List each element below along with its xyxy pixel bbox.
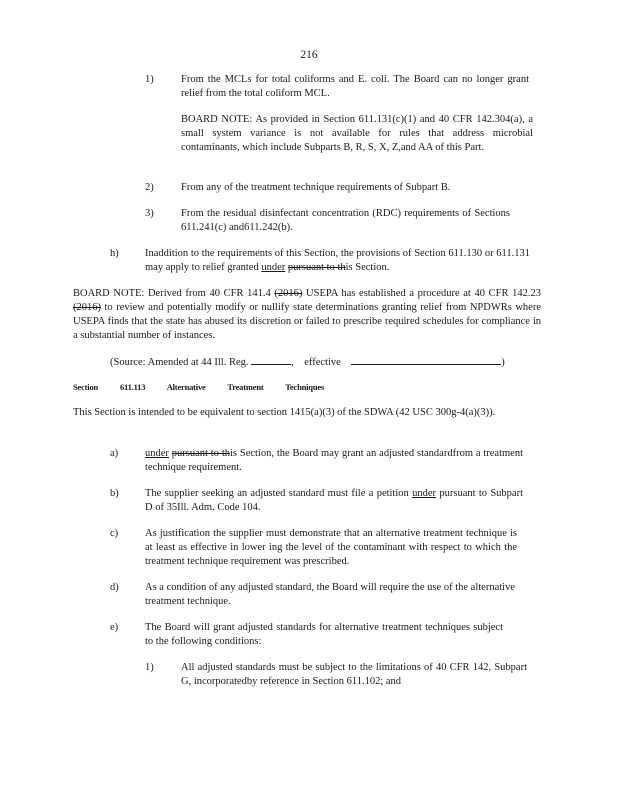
item-label: c) — [110, 528, 119, 539]
item-label: 2) — [145, 182, 154, 193]
item-b-text — [145, 487, 523, 515]
source-line — [110, 354, 530, 370]
text-run: USEPA has established a procedure at 40 CFR 142.23 — [302, 288, 541, 299]
section-intro: This Section is intended to be equivalent to section 1415(a)(3) of the SDWA (42 USC 300g-4(a)(3)). — [73, 407, 496, 418]
reg-blank — [251, 354, 291, 365]
inserted-text: under — [145, 448, 169, 459]
item-3-text: From the residual disinfectant concentration (RDC) requirements of Sections 611.241(c) and611.242(b). — [181, 208, 510, 233]
item-label: 1) — [145, 662, 154, 673]
item-label: 3) — [145, 208, 154, 219]
date-blank — [351, 354, 501, 365]
item-h-text — [145, 247, 530, 275]
text-run: to review and potentially modify or nullify state determinations granting relief from NPDWRs where USEPA finds that the state has abused its discretion or failed to prescribe required schedules for compliance in a substantial number of instances. — [73, 302, 541, 341]
item-c-text: As justification the supplier must demonstrate that an alternative treatment technique is at least as effective in lower ing the level of the contaminant with respect to which the treatment technique requirement was prescribed. — [145, 528, 517, 567]
item-label: h) — [110, 248, 119, 259]
item-2-text: From any of the treatment technique requirements of Subpart B. — [181, 182, 451, 193]
item-d-text: As a condition of any adjusted standard, the Board will require the use of the alternative treatment technique. — [145, 582, 515, 607]
text-run: The supplier seeking an adjusted standard must file a petition — [145, 488, 413, 499]
board-note-2 — [73, 287, 541, 343]
item-e1-text: All adjusted standards must be subject to the limitations of 40 CFR 142, Subpart G, incorporatedby reference in Section 611.102; and — [181, 662, 527, 687]
text-run: ) — [501, 357, 505, 368]
item-label: 1) — [145, 74, 154, 85]
effective-label: effective — [304, 357, 341, 368]
deleted-text: (2016) — [73, 302, 101, 313]
item-label: d) — [110, 582, 119, 593]
item-label: b) — [110, 488, 119, 499]
page-number: 216 — [300, 49, 318, 61]
item-label: a) — [110, 448, 119, 459]
item-label: e) — [110, 622, 119, 633]
item-1-text: From the MCLs for total coliforms and E. coli. The Board can no longer grant relief from the total coliform MCL. — [181, 74, 529, 99]
text-run: BOARD NOTE: Derived from 40 CFR 141.4 — [73, 288, 275, 299]
item-e-text: The Board will grant adjusted standards for alternative treatment techniques subject to the following conditions: — [145, 622, 503, 647]
deleted-text: pursuant to th — [171, 448, 230, 459]
text-run: is Section, the Board may grant an adjusted standardfrom a treatment technique requirement. — [145, 448, 523, 473]
text-run: is Section. — [345, 262, 390, 273]
board-note-1: BOARD NOTE: As provided in Section 611.131(c)(1) and 40 CFR 142.304(a), a small system variance is not available for rules that address microbial contaminants, which include Subparts B, R, S, X, Z,and AA of this Part. — [181, 114, 533, 153]
deleted-text: (2016) — [274, 288, 303, 299]
section-heading: Section 611.113 Alternative Treatment Techniques — [73, 382, 325, 392]
text-run: pursuant to Subpart D of 35Ill. Adm. Code 104. — [145, 488, 523, 513]
inserted-text: under — [412, 488, 437, 499]
item-a-text — [145, 447, 523, 475]
deleted-text: pursuant to th — [287, 262, 346, 273]
text-run: , — [291, 357, 294, 368]
inserted-text: under — [261, 262, 286, 273]
source-prefix: (Source: Amended at 44 Ill. Reg. — [110, 357, 249, 368]
text-run: Inaddition to the requirements of this Section, the provisions of Section 611.130 or 611.131 may apply to relief granted — [145, 248, 530, 273]
